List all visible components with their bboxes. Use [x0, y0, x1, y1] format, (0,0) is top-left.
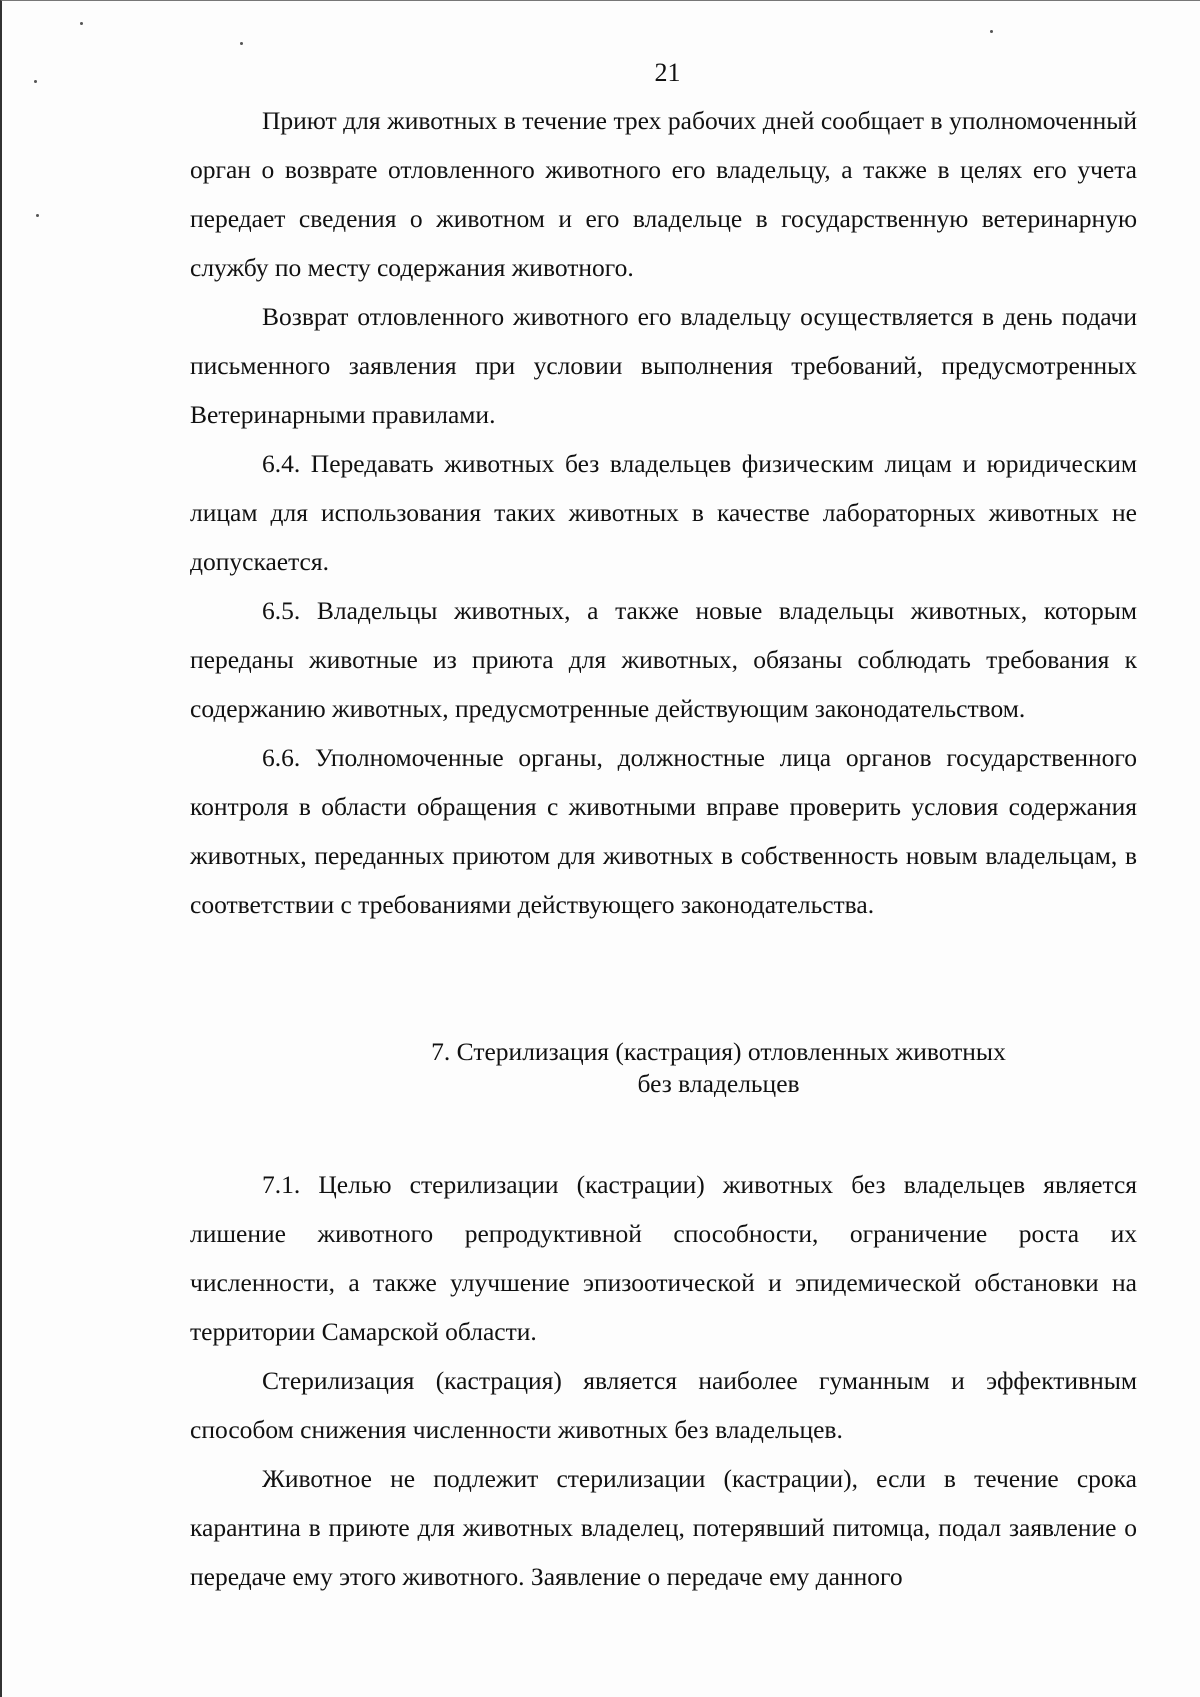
scan-speck [240, 42, 243, 45]
paragraph: 6.4. Передавать животных без владельцев физическим лицам и юридическим лицам для использования таких животных в качестве лабораторных животных не допускается. [190, 449, 1137, 576]
section-heading-line: 7. Стерилизация (кастрация) отловленных животных [431, 1037, 1006, 1066]
scan-speck [36, 214, 39, 217]
section-heading-line: без владельцев [637, 1069, 800, 1098]
scan-speck [80, 22, 83, 25]
scan-speck [990, 30, 993, 33]
section-heading [190, 1036, 1137, 1100]
paragraph: Стерилизация (кастрация) является наиболее гуманным и эффективным способом снижения численности животных без владельцев. [190, 1366, 1137, 1444]
paragraph: Приют для животных в течение трех рабочих дней сообщает в уполномоченный орган о возврате отловленного животного его владельцу, а также в целях его учета передает сведения о животном и его владельце в государственную ветеринарную службу по месту содержания животного. [190, 106, 1137, 282]
page-number: 21 [654, 58, 681, 87]
paragraph: 6.6. Уполномоченные органы, должностные лица органов государственного контроля в области обращения с животными вправе проверить условия содержания животных, переданных приютом для животных в собственность новым владельцам, в соответствии с требованиями действующего законодательства. [190, 743, 1137, 919]
section-six-text [190, 96, 1137, 929]
paragraph: Животное не подлежит стерилизации (кастрации), если в течение срока карантина в приюте для животных владелец, потерявший питомца, подал заявление о передаче ему этого животного. Заявление о передаче ему данного [190, 1464, 1137, 1591]
paragraph: 6.5. Владельцы животных, а также новые владельцы животных, которым переданы животные из приюта для животных, обязаны соблюдать требования к содержанию животных, предусмотренные действующим законодательством. [190, 596, 1137, 723]
paragraph: Возврат отловленного животного его владельцу осуществляется в день подачи письменного заявления при условии выполнения требований, предусмотренных Ветеринарными правилами. [190, 302, 1137, 429]
paragraph: 7.1. Целью стерилизации (кастрации) животных без владельцев является лишение животного репродуктивной способности, ограничение роста их численности, а также улучшение эпизоотической и эпидемической обстановки на территории Самарской области. [190, 1170, 1137, 1346]
section-seven-text [190, 1160, 1137, 1601]
